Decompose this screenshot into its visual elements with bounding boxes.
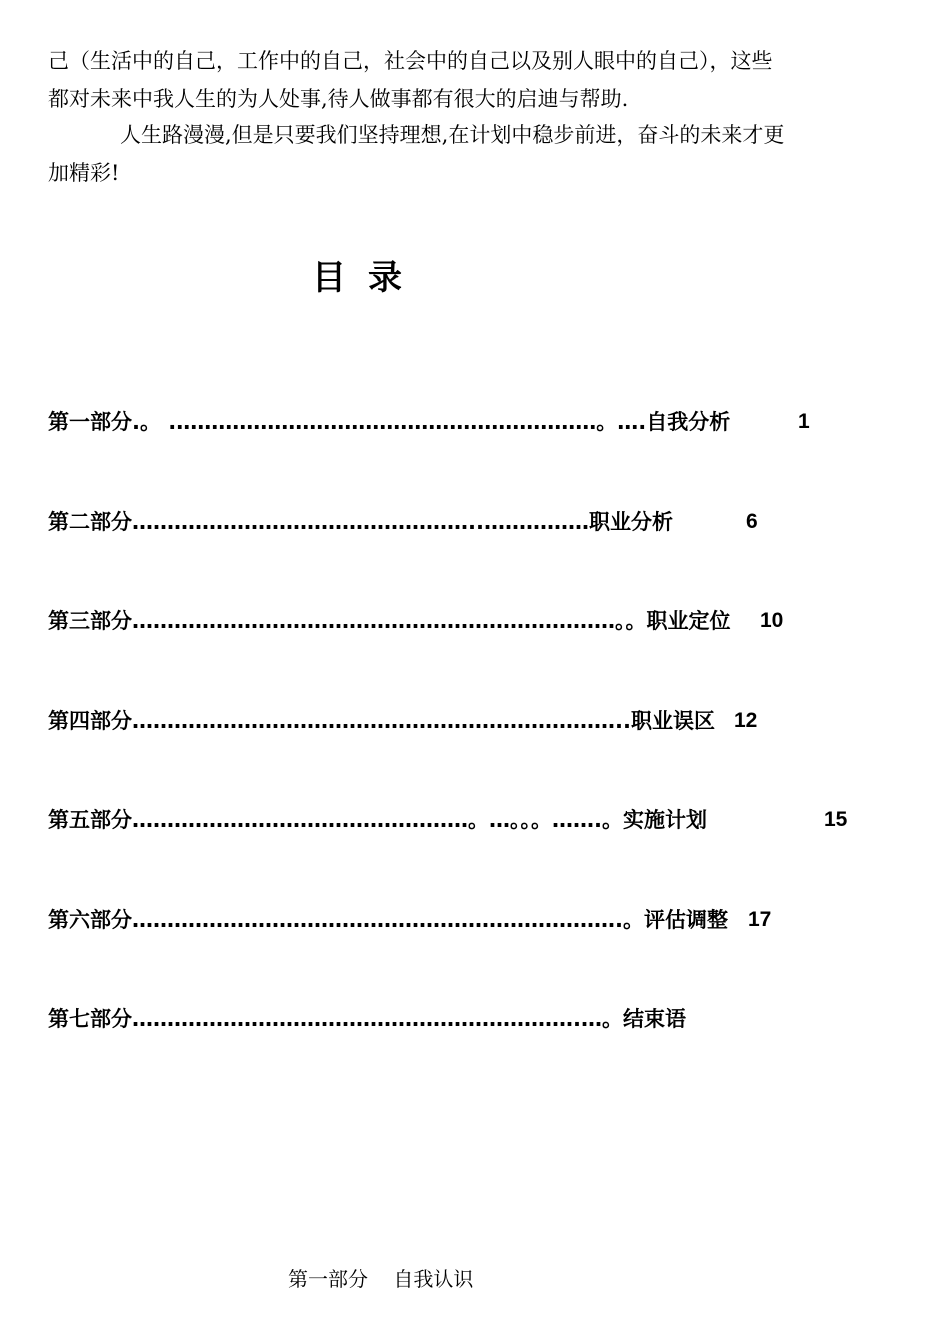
toc-entry-page: 1 xyxy=(798,410,810,433)
toc-heading: 目录 xyxy=(312,258,424,298)
toc-entry-title: 职业分析 xyxy=(588,510,673,534)
toc-entry-leader: .。 .……………………………………………………。…. xyxy=(132,410,647,434)
toc-entry[interactable] xyxy=(48,604,784,638)
toc-entry[interactable] xyxy=(48,903,772,937)
toc-entry[interactable] xyxy=(48,405,810,439)
toc-entry-leader: …………………………………………………………….. xyxy=(132,709,631,733)
toc-entry-title: 实施计划 xyxy=(622,808,707,832)
toc-entry-leader: ……………………………………………………….…。 xyxy=(132,1007,623,1031)
toc-entry-part: 第二部分 xyxy=(48,510,132,534)
toc-entry-title: 自我分析 xyxy=(646,410,731,434)
toc-entry-page: 10 xyxy=(760,609,784,632)
toc-entry-leader: …………………………………………。…。。。…….。 xyxy=(132,808,623,832)
toc-entry[interactable] xyxy=(48,1002,686,1036)
intro-paragraph-1-line-1: 己（生活中的自己，工作中的自己，社会中的自己以及别人眼中的自己），这些 xyxy=(48,49,773,73)
toc-entry[interactable] xyxy=(48,704,758,738)
toc-entry-part: 第四部分 xyxy=(48,709,132,733)
toc-entry-part: 第五部分 xyxy=(48,808,132,832)
intro-paragraph-1 xyxy=(48,42,908,118)
intro-paragraph-2-line-2: 加精彩! xyxy=(48,161,120,185)
section-title: 第一部分 自我认识 xyxy=(288,1267,474,1291)
toc-entry-part: 第六部分 xyxy=(48,908,132,932)
toc-entry-leader: …………………………………………………………….。 xyxy=(132,908,644,932)
toc-entry-part: 第一部分 xyxy=(48,410,132,434)
toc-entry[interactable] xyxy=(48,505,758,539)
toc-entry-title: 评估调整 xyxy=(643,908,728,932)
intro-paragraph-1-line-2: 都对未来中我人生的为人处事,待人做事都有很大的启迪与帮助. xyxy=(48,87,629,111)
toc-entry-page: 17 xyxy=(748,908,772,931)
intro-paragraph-2-line-1: 人生路漫漫,但是只要我们坚持理想,在计划中稳步前进，奋斗的未来才更 xyxy=(120,123,785,147)
toc-entry-leader: ……………………………………………………………。。 xyxy=(132,609,647,633)
toc-entry-title: 职业误区 xyxy=(630,709,715,733)
toc-entry[interactable] xyxy=(48,803,848,837)
toc-entry-title: 结束语 xyxy=(622,1007,686,1031)
intro-paragraph-2 xyxy=(48,116,908,192)
toc-entry-page: 15 xyxy=(824,808,848,831)
toc-entry-page: 12 xyxy=(734,709,758,732)
toc-entry-page: 6 xyxy=(746,510,758,533)
toc-entry-part: 第三部分 xyxy=(48,609,132,633)
toc-entry-title: 职业定位 xyxy=(646,609,731,633)
toc-entry-part: 第七部分 xyxy=(48,1007,132,1031)
toc-entry-leader: …………………………………………..…………… xyxy=(132,510,589,534)
